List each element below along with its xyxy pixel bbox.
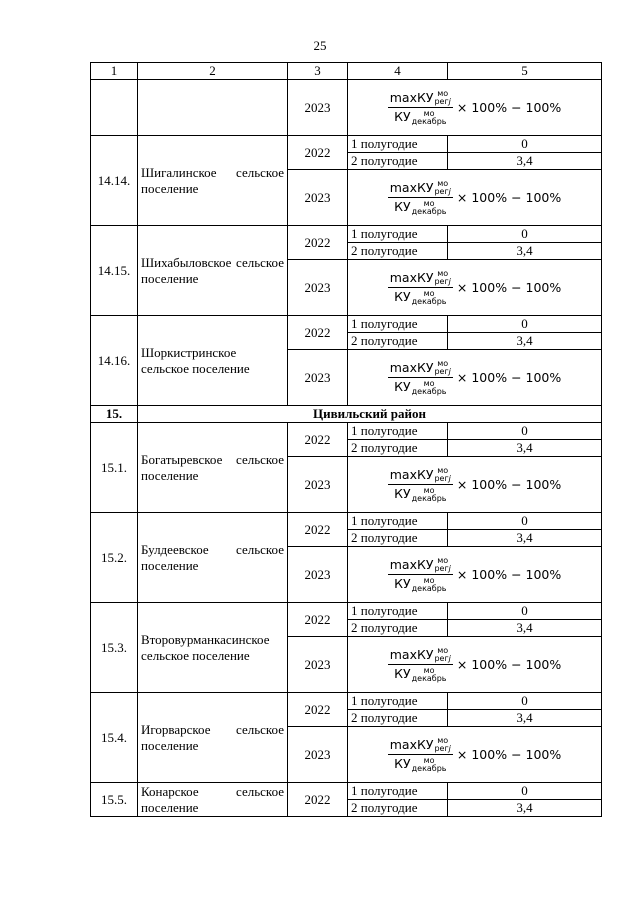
half-year-label: 1 полугодие bbox=[348, 226, 448, 243]
formula-fraction bbox=[388, 180, 453, 216]
value-cell: 0 bbox=[448, 603, 602, 620]
formula-num-sub-var: j bbox=[448, 654, 451, 663]
formula-num-sub: рег bbox=[434, 654, 449, 663]
formula-tail: × 100% − 100% bbox=[456, 370, 562, 385]
formula-numerator bbox=[388, 737, 453, 756]
formula-num-sub: рег bbox=[434, 564, 449, 573]
settlement-name-cell: Шихабыловское сельское поселение bbox=[138, 226, 288, 316]
half-year-label: 1 полугодие bbox=[348, 316, 448, 333]
settlement-row bbox=[91, 136, 602, 153]
value-cell: 3,4 bbox=[448, 530, 602, 547]
formula bbox=[388, 557, 562, 593]
half-year-label: 2 полугодие bbox=[348, 333, 448, 350]
header-cell: 1 bbox=[91, 63, 138, 80]
formula-den-sub: декабрь bbox=[411, 673, 447, 683]
value-cell: 0 bbox=[448, 513, 602, 530]
formula-den-sup: мо bbox=[423, 108, 435, 118]
header-row bbox=[91, 63, 602, 80]
formula-den-base: КУ bbox=[394, 756, 411, 771]
formula-num-sub-var: j bbox=[448, 97, 451, 106]
formula-cell bbox=[348, 547, 602, 603]
settlement-name-cell: Булдеевское сельское поселение bbox=[138, 513, 288, 603]
formula-denominator bbox=[392, 108, 448, 126]
formula-den-base: КУ bbox=[394, 199, 411, 214]
settlement-row bbox=[91, 316, 602, 333]
formula-cell bbox=[348, 80, 602, 136]
value-cell: 3,4 bbox=[448, 620, 602, 637]
settlement-row bbox=[91, 603, 602, 620]
row-number-cell: 15.1. bbox=[91, 423, 138, 513]
formula-denominator bbox=[392, 665, 448, 683]
formula-tail: × 100% − 100% bbox=[456, 100, 562, 115]
year-cell: 2022 bbox=[288, 603, 348, 637]
formula-tail: × 100% − 100% bbox=[456, 280, 562, 295]
formula-tail: × 100% − 100% bbox=[456, 567, 562, 582]
formula-den-base: КУ bbox=[394, 109, 411, 124]
settlement-row bbox=[91, 513, 602, 530]
formula-num-base: maxКУ bbox=[389, 466, 434, 482]
formula-den-base: КУ bbox=[394, 379, 411, 394]
value-cell: 0 bbox=[448, 423, 602, 440]
formula-num-sup: мо bbox=[437, 359, 449, 368]
settlement-row bbox=[91, 423, 602, 440]
formula-fraction bbox=[388, 647, 453, 683]
formula-den-sub: декабрь bbox=[411, 583, 447, 593]
formula-den-base: КУ bbox=[394, 576, 411, 591]
year-cell: 2022 bbox=[288, 226, 348, 260]
formula-denominator bbox=[392, 755, 448, 773]
value-cell: 3,4 bbox=[448, 333, 602, 350]
tariff-table bbox=[90, 62, 602, 817]
year-cell: 2022 bbox=[288, 693, 348, 727]
year-cell: 2022 bbox=[288, 783, 348, 817]
continuation-row bbox=[91, 80, 602, 136]
value-cell: 0 bbox=[448, 316, 602, 333]
formula-numerator bbox=[388, 90, 453, 109]
formula-num-sub-var: j bbox=[448, 367, 451, 376]
formula-num-base: maxКУ bbox=[389, 179, 434, 195]
formula-num-sub-var: j bbox=[448, 474, 451, 483]
formula-den-base: КУ bbox=[394, 666, 411, 681]
formula-tail: × 100% − 100% bbox=[456, 747, 562, 762]
half-year-label: 2 полугодие bbox=[348, 530, 448, 547]
formula bbox=[388, 270, 562, 306]
formula-num-sub: рег bbox=[434, 187, 449, 196]
value-cell: 0 bbox=[448, 693, 602, 710]
district-name: Цивильский район bbox=[138, 406, 602, 423]
formula-num-sub-var: j bbox=[448, 187, 451, 196]
formula-den-sup: мо bbox=[423, 288, 435, 298]
formula-den-sup: мо bbox=[423, 378, 435, 388]
formula-num-base: maxКУ bbox=[389, 89, 434, 105]
half-year-label: 2 полугодие bbox=[348, 620, 448, 637]
settlement-name-cell: Шигалинское сельское поселение bbox=[138, 136, 288, 226]
settlement-name-cell: Конарское сельское поселение bbox=[138, 783, 288, 817]
half-year-label: 1 полугодие bbox=[348, 136, 448, 153]
row-number-cell: 14.15. bbox=[91, 226, 138, 316]
half-year-label: 1 полугодие bbox=[348, 783, 448, 800]
formula-numerator bbox=[388, 180, 453, 199]
row-number-cell: 15.5. bbox=[91, 783, 138, 817]
formula-num-sub: рег bbox=[434, 474, 449, 483]
year-cell: 2022 bbox=[288, 136, 348, 170]
formula-num-base: maxКУ bbox=[389, 646, 434, 662]
settlement-row bbox=[91, 226, 602, 243]
settlement-name-cell: Шоркистринское сельское поселение bbox=[138, 316, 288, 406]
formula bbox=[388, 360, 562, 396]
half-year-label: 1 полугодие bbox=[348, 513, 448, 530]
value-cell: 3,4 bbox=[448, 800, 602, 817]
formula bbox=[388, 647, 562, 683]
formula-numerator bbox=[388, 557, 453, 576]
value-cell: 0 bbox=[448, 783, 602, 800]
formula-fraction bbox=[388, 467, 453, 503]
formula-cell bbox=[348, 637, 602, 693]
formula-den-sub: декабрь bbox=[411, 116, 447, 126]
formula-numerator bbox=[388, 467, 453, 486]
formula-num-base: maxКУ bbox=[389, 359, 434, 375]
formula-fraction bbox=[388, 270, 453, 306]
year-cell: 2023 bbox=[288, 350, 348, 406]
formula-fraction bbox=[388, 737, 453, 773]
row-number-cell bbox=[91, 80, 138, 136]
year-cell: 2023 bbox=[288, 637, 348, 693]
page-number: 25 bbox=[313, 38, 327, 53]
formula-numerator bbox=[388, 270, 453, 289]
formula-num-base: maxКУ bbox=[389, 269, 434, 285]
header-cell: 2 bbox=[138, 63, 288, 80]
half-year-label: 2 полугодие bbox=[348, 440, 448, 457]
formula-num-sup: мо bbox=[437, 556, 449, 565]
value-cell: 0 bbox=[448, 136, 602, 153]
header-cell: 4 bbox=[348, 63, 448, 80]
formula-denominator bbox=[392, 198, 448, 216]
formula-num-sub: рег bbox=[434, 97, 449, 106]
value-cell: 0 bbox=[448, 226, 602, 243]
district-number: 15. bbox=[91, 406, 138, 423]
settlement-name-cell: Второвурманкасинское сельское поселение bbox=[138, 603, 288, 693]
settlement-name-cell: Игорварское сельское поселение bbox=[138, 693, 288, 783]
formula-den-sup: мо bbox=[423, 665, 435, 675]
row-number-cell: 14.16. bbox=[91, 316, 138, 406]
formula-denominator bbox=[392, 288, 448, 306]
formula bbox=[388, 90, 562, 126]
formula-den-sup: мо bbox=[423, 575, 435, 585]
district-row bbox=[91, 406, 602, 423]
formula-cell bbox=[348, 727, 602, 783]
formula bbox=[388, 467, 562, 503]
formula-numerator bbox=[388, 647, 453, 666]
half-year-label: 2 полугодие bbox=[348, 153, 448, 170]
value-cell: 3,4 bbox=[448, 243, 602, 260]
formula-num-sup: мо bbox=[437, 736, 449, 745]
formula-den-sub: декабрь bbox=[411, 296, 447, 306]
formula-num-sup: мо bbox=[437, 466, 449, 475]
settlement-name-cell bbox=[138, 80, 288, 136]
half-year-label: 1 полугодие bbox=[348, 423, 448, 440]
value-cell: 3,4 bbox=[448, 440, 602, 457]
formula-num-sub: рег bbox=[434, 277, 449, 286]
settlement-row bbox=[91, 783, 602, 800]
formula-tail: × 100% − 100% bbox=[456, 477, 562, 492]
formula-num-sub-var: j bbox=[448, 564, 451, 573]
half-year-label: 2 полугодие bbox=[348, 243, 448, 260]
formula-den-sub: декабрь bbox=[411, 206, 447, 216]
formula-num-sup: мо bbox=[437, 269, 449, 278]
year-cell: 2022 bbox=[288, 316, 348, 350]
half-year-label: 2 полугодие bbox=[348, 710, 448, 727]
header-cell: 5 bbox=[448, 63, 602, 80]
year-cell: 2022 bbox=[288, 423, 348, 457]
year-cell: 2023 bbox=[288, 170, 348, 226]
formula-cell bbox=[348, 260, 602, 316]
formula-denominator bbox=[392, 575, 448, 593]
formula bbox=[388, 737, 562, 773]
settlement-row bbox=[91, 693, 602, 710]
formula-fraction bbox=[388, 360, 453, 396]
formula-num-sub: рег bbox=[434, 367, 449, 376]
year-cell: 2023 bbox=[288, 457, 348, 513]
formula-tail: × 100% − 100% bbox=[456, 190, 562, 205]
formula-den-sup: мо bbox=[423, 198, 435, 208]
year-cell: 2023 bbox=[288, 547, 348, 603]
formula-num-sup: мо bbox=[437, 646, 449, 655]
formula-num-sup: мо bbox=[437, 89, 449, 98]
formula-denominator bbox=[392, 485, 448, 503]
formula-num-sub-var: j bbox=[448, 744, 451, 753]
row-number-cell: 15.4. bbox=[91, 693, 138, 783]
formula bbox=[388, 180, 562, 216]
row-number-cell: 15.2. bbox=[91, 513, 138, 603]
formula-num-sub-var: j bbox=[448, 277, 451, 286]
half-year-label: 1 полугодие bbox=[348, 693, 448, 710]
year-cell: 2023 bbox=[288, 727, 348, 783]
formula-den-sub: декабрь bbox=[411, 386, 447, 396]
settlement-name-cell: Богатыревское сельское поселение bbox=[138, 423, 288, 513]
formula-den-sub: декабрь bbox=[411, 493, 447, 503]
formula-den-sup: мо bbox=[423, 755, 435, 765]
formula-fraction bbox=[388, 557, 453, 593]
year-cell: 2022 bbox=[288, 513, 348, 547]
formula-num-sup: мо bbox=[437, 179, 449, 188]
year-cell: 2023 bbox=[288, 80, 348, 136]
half-year-label: 2 полугодие bbox=[348, 800, 448, 817]
formula-den-base: КУ bbox=[394, 486, 411, 501]
formula-cell bbox=[348, 350, 602, 406]
half-year-label: 1 полугодие bbox=[348, 603, 448, 620]
formula-den-base: КУ bbox=[394, 289, 411, 304]
formula-num-sub: рег bbox=[434, 744, 449, 753]
year-cell: 2023 bbox=[288, 260, 348, 316]
formula-numerator bbox=[388, 360, 453, 379]
formula-den-sub: декабрь bbox=[411, 763, 447, 773]
formula-cell bbox=[348, 170, 602, 226]
value-cell: 3,4 bbox=[448, 710, 602, 727]
formula-cell bbox=[348, 457, 602, 513]
formula-denominator bbox=[392, 378, 448, 396]
row-number-cell: 14.14. bbox=[91, 136, 138, 226]
formula-num-base: maxКУ bbox=[389, 736, 434, 752]
value-cell: 3,4 bbox=[448, 153, 602, 170]
formula-den-sup: мо bbox=[423, 485, 435, 495]
formula-fraction bbox=[388, 90, 453, 126]
formula-tail: × 100% − 100% bbox=[456, 657, 562, 672]
formula-num-base: maxКУ bbox=[389, 556, 434, 572]
header-cell: 3 bbox=[288, 63, 348, 80]
row-number-cell: 15.3. bbox=[91, 603, 138, 693]
